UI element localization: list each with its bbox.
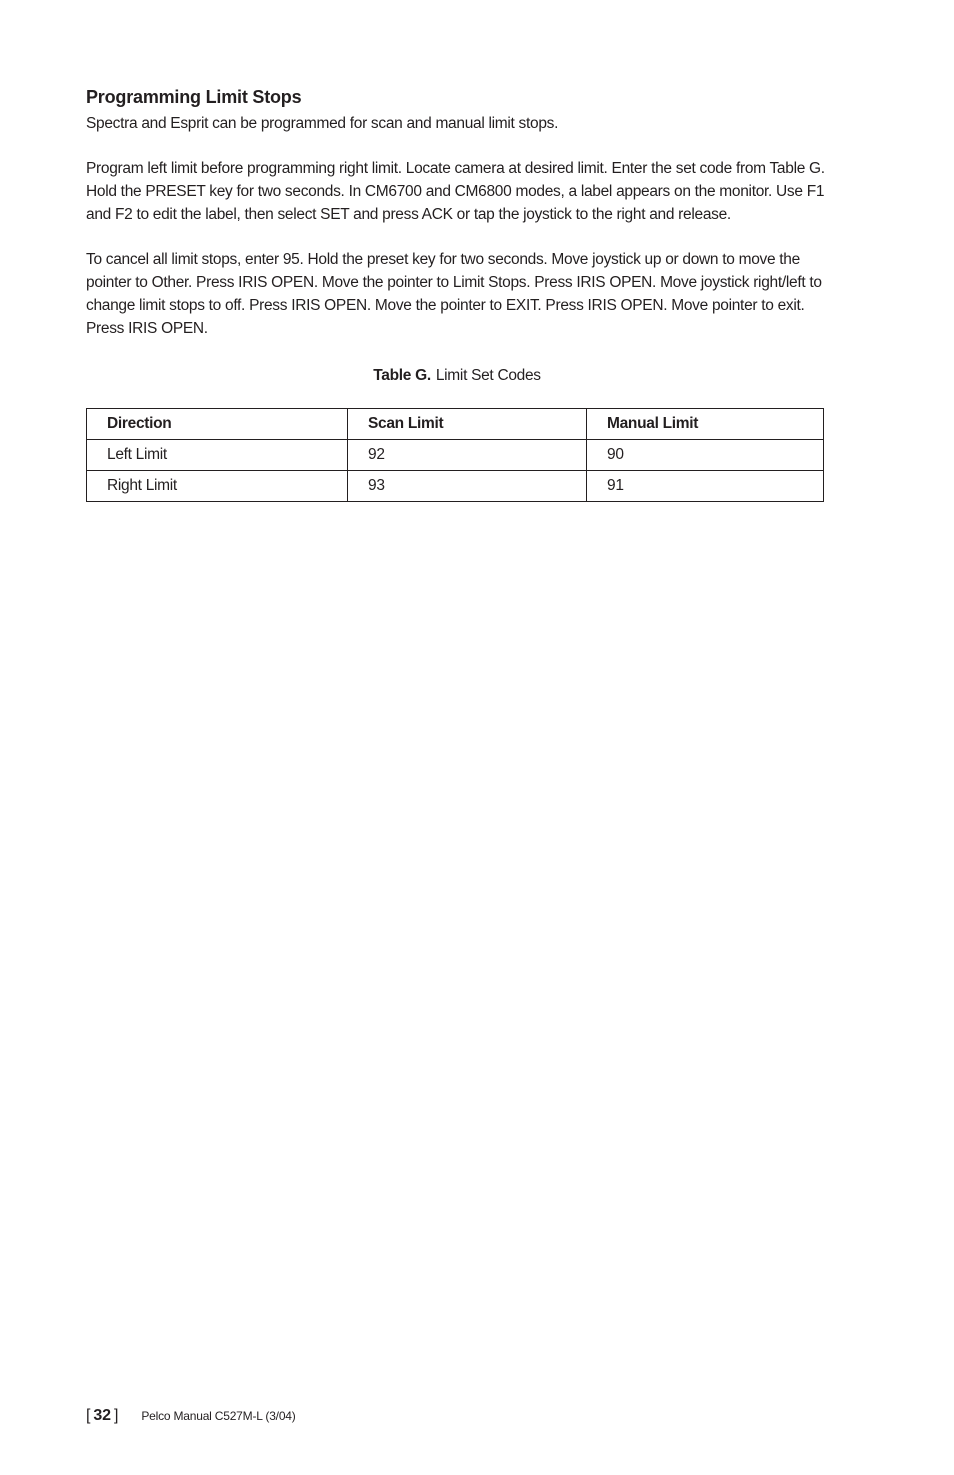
table-row	[87, 440, 824, 471]
manual-reference: Pelco Manual C527M-L (3/04)	[141, 1409, 296, 1423]
cell-manual-limit: 90	[587, 440, 824, 471]
page-number-bracket-close: ]	[113, 1407, 119, 1424]
header-direction: Direction	[87, 409, 348, 440]
cell-manual-limit: 91	[587, 471, 824, 502]
table-row	[87, 471, 824, 502]
intro-paragraph: Spectra and Esprit can be programmed for scan and manual limit stops.	[86, 115, 559, 132]
table-caption-label: Table G.	[373, 367, 431, 384]
page-number-bracket-open: [	[86, 1407, 91, 1424]
page-number: 32	[93, 1407, 111, 1424]
table-header-row	[87, 409, 824, 440]
document-body	[86, 84, 828, 502]
header-scan-limit: Scan Limit	[348, 409, 587, 440]
cell-direction: Left Limit	[87, 440, 348, 471]
table-caption-text: Limit Set Codes	[435, 367, 541, 384]
section-title: Programming Limit Stops	[86, 87, 302, 107]
cell-scan-limit: 92	[348, 440, 587, 471]
cancel-limit-paragraph: To cancel all limit stops, enter 95. Hold the preset key for two seconds. Move joystick up or down to move the pointer to Other. Press IRIS OPEN. Move the pointer to Limit Stops. Press IRIS OPEN. Move joystick right/left to change limit stops to off. Press IRIS OPEN. Move the pointer to EXIT. Press IRIS OPEN. Move pointer to exit. Press IRIS OPEN.	[86, 251, 822, 337]
table-caption	[86, 364, 828, 388]
header-manual-limit: Manual Limit	[587, 409, 824, 440]
cell-scan-limit: 93	[348, 471, 587, 502]
limit-set-codes-table	[86, 408, 824, 502]
set-limit-paragraph: Program left limit before programming right limit. Locate camera at desired limit. Enter the set code from Table G. Hold the PRESET key for two seconds. In CM6700 and CM6800 modes, a label appears on the monitor. Use F1 and F2 to edit the label, then select SET and press ACK or tap the joystick to the right and release.	[86, 160, 825, 223]
cell-direction: Right Limit	[87, 471, 348, 502]
page-footer	[86, 1405, 296, 1427]
